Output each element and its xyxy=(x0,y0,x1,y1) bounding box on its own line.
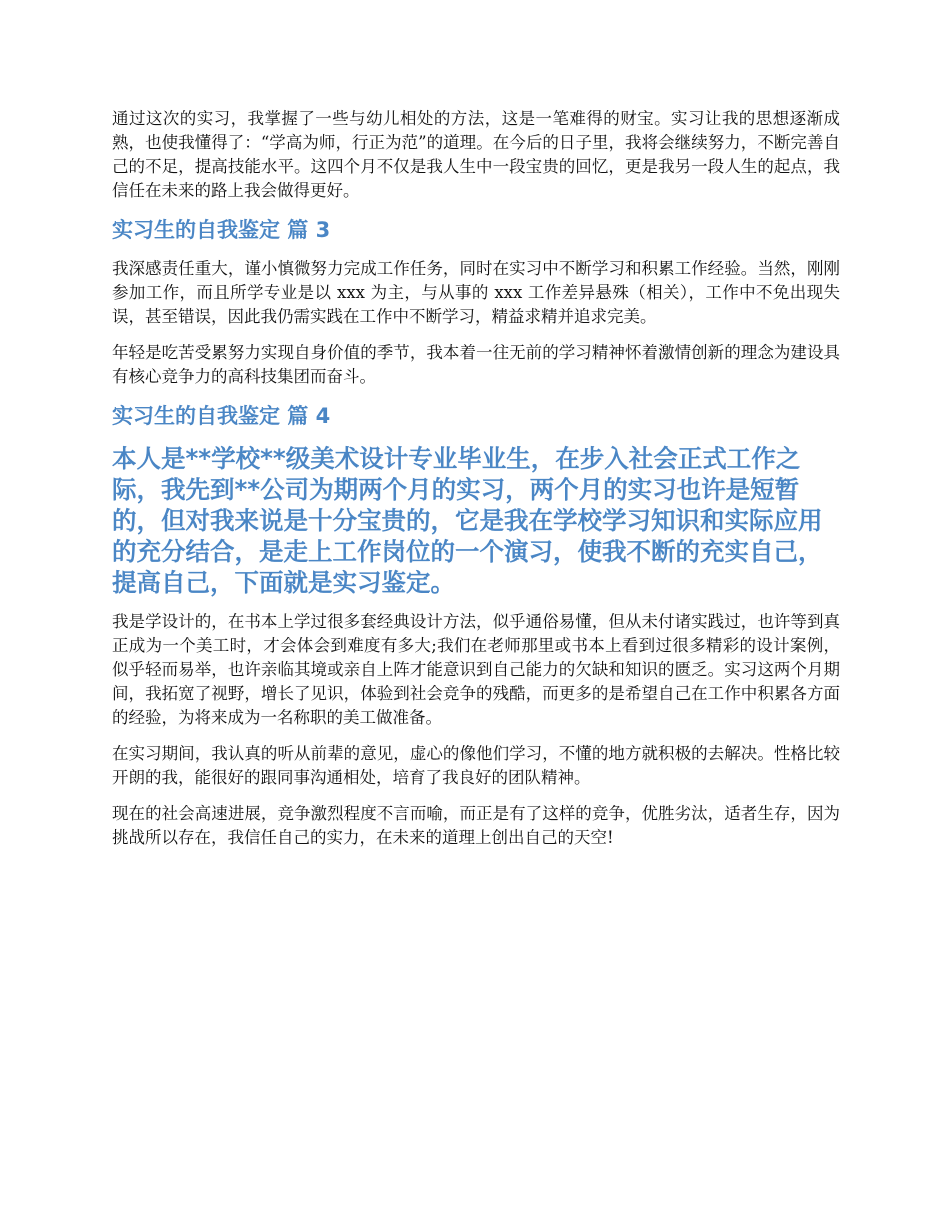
document-page xyxy=(112,107,840,862)
section-4-subheading: 本人是**学校**级美术设计专业毕业生，在步入社会正式工作之际，我先到**公司为期两个月的实习，两个月的实习也许是短暂的，但对我来说是十分宝贵的，它是我在学校学习知识和实际应用的充分结合，是走上工作岗位的一个演习，使我不断的充实自己，提高自己，下面就是实习鉴定。 xyxy=(112,444,823,597)
section-4-paragraph-3: 现在的社会高速进展，竞争激烈程度不言而喻，而正是有了这样的竞争，优胜劣汰，适者生存，因为挑战所以存在，我信任自己的实力，在未来的道理上创出自己的天空! xyxy=(112,804,840,847)
section-3-paragraph-1: 我深感责任重大，谨小慎微努力完成工作任务，同时在实习中不断学习和积累工作经验。当然，刚刚参加工作，而且所学专业是以 xxx 为主，与从事的 xxx 工作差异悬殊（相关），工作中不免出现失误，甚至错误，因此我仍需实践在工作中不断学习，精益求精并追求完美。 xyxy=(112,259,840,326)
section-4-paragraph-2: 在实习期间，我认真的听从前辈的意见，虚心的像他们学习，不懂的地方就积极的去解决。性格比较开朗的我，能很好的跟同事沟通相处，培育了我良好的团队精神。 xyxy=(112,744,840,787)
section-3-heading: 实习生的自我鉴定 篇 3 xyxy=(112,218,331,242)
section-3-paragraph-2: 年轻是吃苦受累努力实现自身价值的季节，我本着一往无前的学习精神怀着激情创新的理念为建设具有核心竞争力的高科技集团而奋斗。 xyxy=(112,343,840,386)
section-4-heading: 实习生的自我鉴定 篇 4 xyxy=(112,404,331,428)
section-4-paragraph-1: 我是学设计的，在书本上学过很多套经典设计方法，似乎通俗易懂，但从未付诸实践过，也许等到真正成为一个美工时，才会体会到难度有多大;我们在老师那里或书本上看到过很多精彩的设计案例，似乎轻而易举，也许亲临其境或亲自上阵才能意识到自己能力的欠缺和知识的匮乏。实习这两个月期间，我拓宽了视野，增长了见识，体验到社会竞争的残酷，而更多的是希望自己在工作中积累各方面的经验，为将来成为一名称职的美工做准备。 xyxy=(112,612,840,727)
intro-paragraph: 通过这次的实习，我掌握了一些与幼儿相处的方法，这是一笔难得的财宝。实习让我的思想逐渐成熟，也使我懂得了：“学高为师，行正为范”的道理。在今后的日子里，我将会继续努力，不断完善自己的不足，提高技能水平。这四个月不仅是我人生中一段宝贵的回忆，更是我另一段人生的起点，我信任在未来的路上我会做得更好。 xyxy=(112,109,840,200)
